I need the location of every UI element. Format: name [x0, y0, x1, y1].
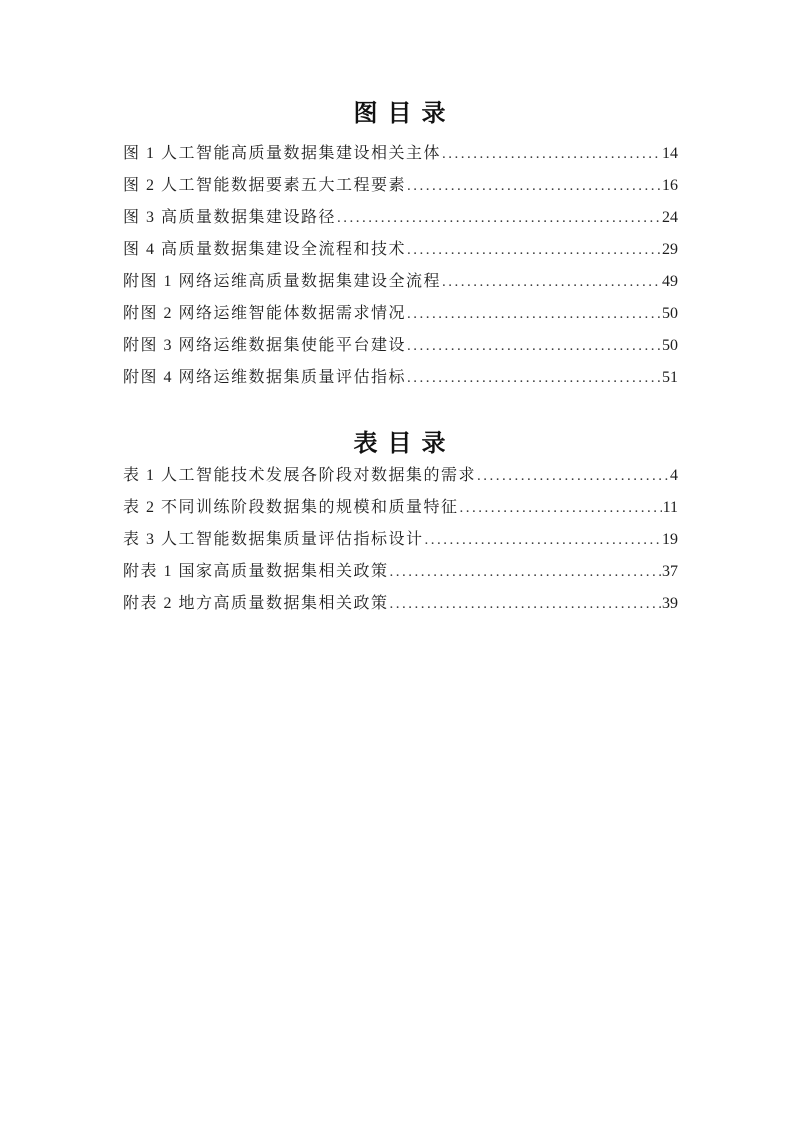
- toc-entry-page: 29: [662, 241, 678, 258]
- toc-entry-label: 图 2 人工智能数据要素五大工程要素: [123, 177, 407, 194]
- toc-entry-page: 50: [662, 305, 678, 322]
- toc-entry[interactable]: [123, 234, 678, 266]
- figures-toc-list: [123, 138, 678, 394]
- toc-entry[interactable]: [123, 460, 678, 492]
- toc-entry-page: 24: [662, 209, 678, 226]
- toc-entry[interactable]: [123, 492, 678, 524]
- toc-entry-page: 50: [662, 337, 678, 354]
- toc-entry-page: 14: [662, 145, 678, 162]
- toc-entry-page: 37: [662, 563, 678, 580]
- toc-entry-label: 附图 3 网络运维数据集使能平台建设: [123, 337, 407, 354]
- toc-entry[interactable]: [123, 138, 678, 170]
- toc-entry[interactable]: [123, 556, 678, 588]
- dot-leader: [425, 524, 661, 556]
- toc-entry[interactable]: [123, 588, 678, 620]
- toc-entry-page: 39: [662, 595, 678, 612]
- toc-entry[interactable]: [123, 298, 678, 330]
- toc-entry-label: 图 1 人工智能高质量数据集建设相关主体: [123, 145, 442, 162]
- toc-entry[interactable]: [123, 170, 678, 202]
- dot-leader: [442, 266, 661, 298]
- figures-toc-section: [123, 98, 678, 394]
- dot-leader: [407, 234, 661, 266]
- toc-entry-page: 4: [670, 467, 678, 484]
- dot-leader: [442, 138, 661, 170]
- dot-leader: [407, 170, 661, 202]
- toc-entry-label: 附表 1 国家高质量数据集相关政策: [123, 563, 389, 580]
- figures-toc-title: 图 目 录: [353, 101, 448, 127]
- toc-entry-label: 表 2 不同训练阶段数据集的规模和质量特征: [123, 499, 459, 516]
- dot-leader: [390, 556, 661, 588]
- toc-entry-page: 16: [662, 177, 678, 194]
- dot-leader: [477, 460, 669, 492]
- toc-entry[interactable]: [123, 362, 678, 394]
- toc-entry[interactable]: [123, 524, 678, 556]
- toc-entry-page: 51: [662, 369, 678, 386]
- toc-entry-label: 附表 2 地方高质量数据集相关政策: [123, 595, 389, 612]
- dot-leader: [337, 202, 661, 234]
- tables-toc-title: 表 目 录: [353, 431, 448, 457]
- toc-entry-label: 附图 2 网络运维智能体数据需求情况: [123, 305, 407, 322]
- toc-entry-label: 图 4 高质量数据集建设全流程和技术: [123, 241, 407, 258]
- toc-entry-page: 19: [662, 531, 678, 548]
- dot-leader: [407, 298, 661, 330]
- dot-leader: [407, 330, 661, 362]
- toc-entry-label: 表 1 人工智能技术发展各阶段对数据集的需求: [123, 467, 477, 484]
- tables-toc-section: [123, 428, 678, 620]
- dot-leader: [390, 588, 661, 620]
- toc-entry[interactable]: [123, 202, 678, 234]
- dot-leader: [460, 492, 662, 524]
- toc-entry-page: 11: [662, 499, 678, 516]
- toc-entry-label: 表 3 人工智能数据集质量评估指标设计: [123, 531, 424, 548]
- tables-toc-list: [123, 460, 678, 620]
- toc-entry-label: 附图 4 网络运维数据集质量评估指标: [123, 369, 407, 386]
- toc-entry-label: 图 3 高质量数据集建设路径: [123, 209, 337, 226]
- toc-entry-label: 附图 1 网络运维高质量数据集建设全流程: [123, 273, 442, 290]
- toc-entry-page: 49: [662, 273, 678, 290]
- dot-leader: [407, 362, 661, 394]
- toc-entry[interactable]: [123, 266, 678, 298]
- toc-entry[interactable]: [123, 330, 678, 362]
